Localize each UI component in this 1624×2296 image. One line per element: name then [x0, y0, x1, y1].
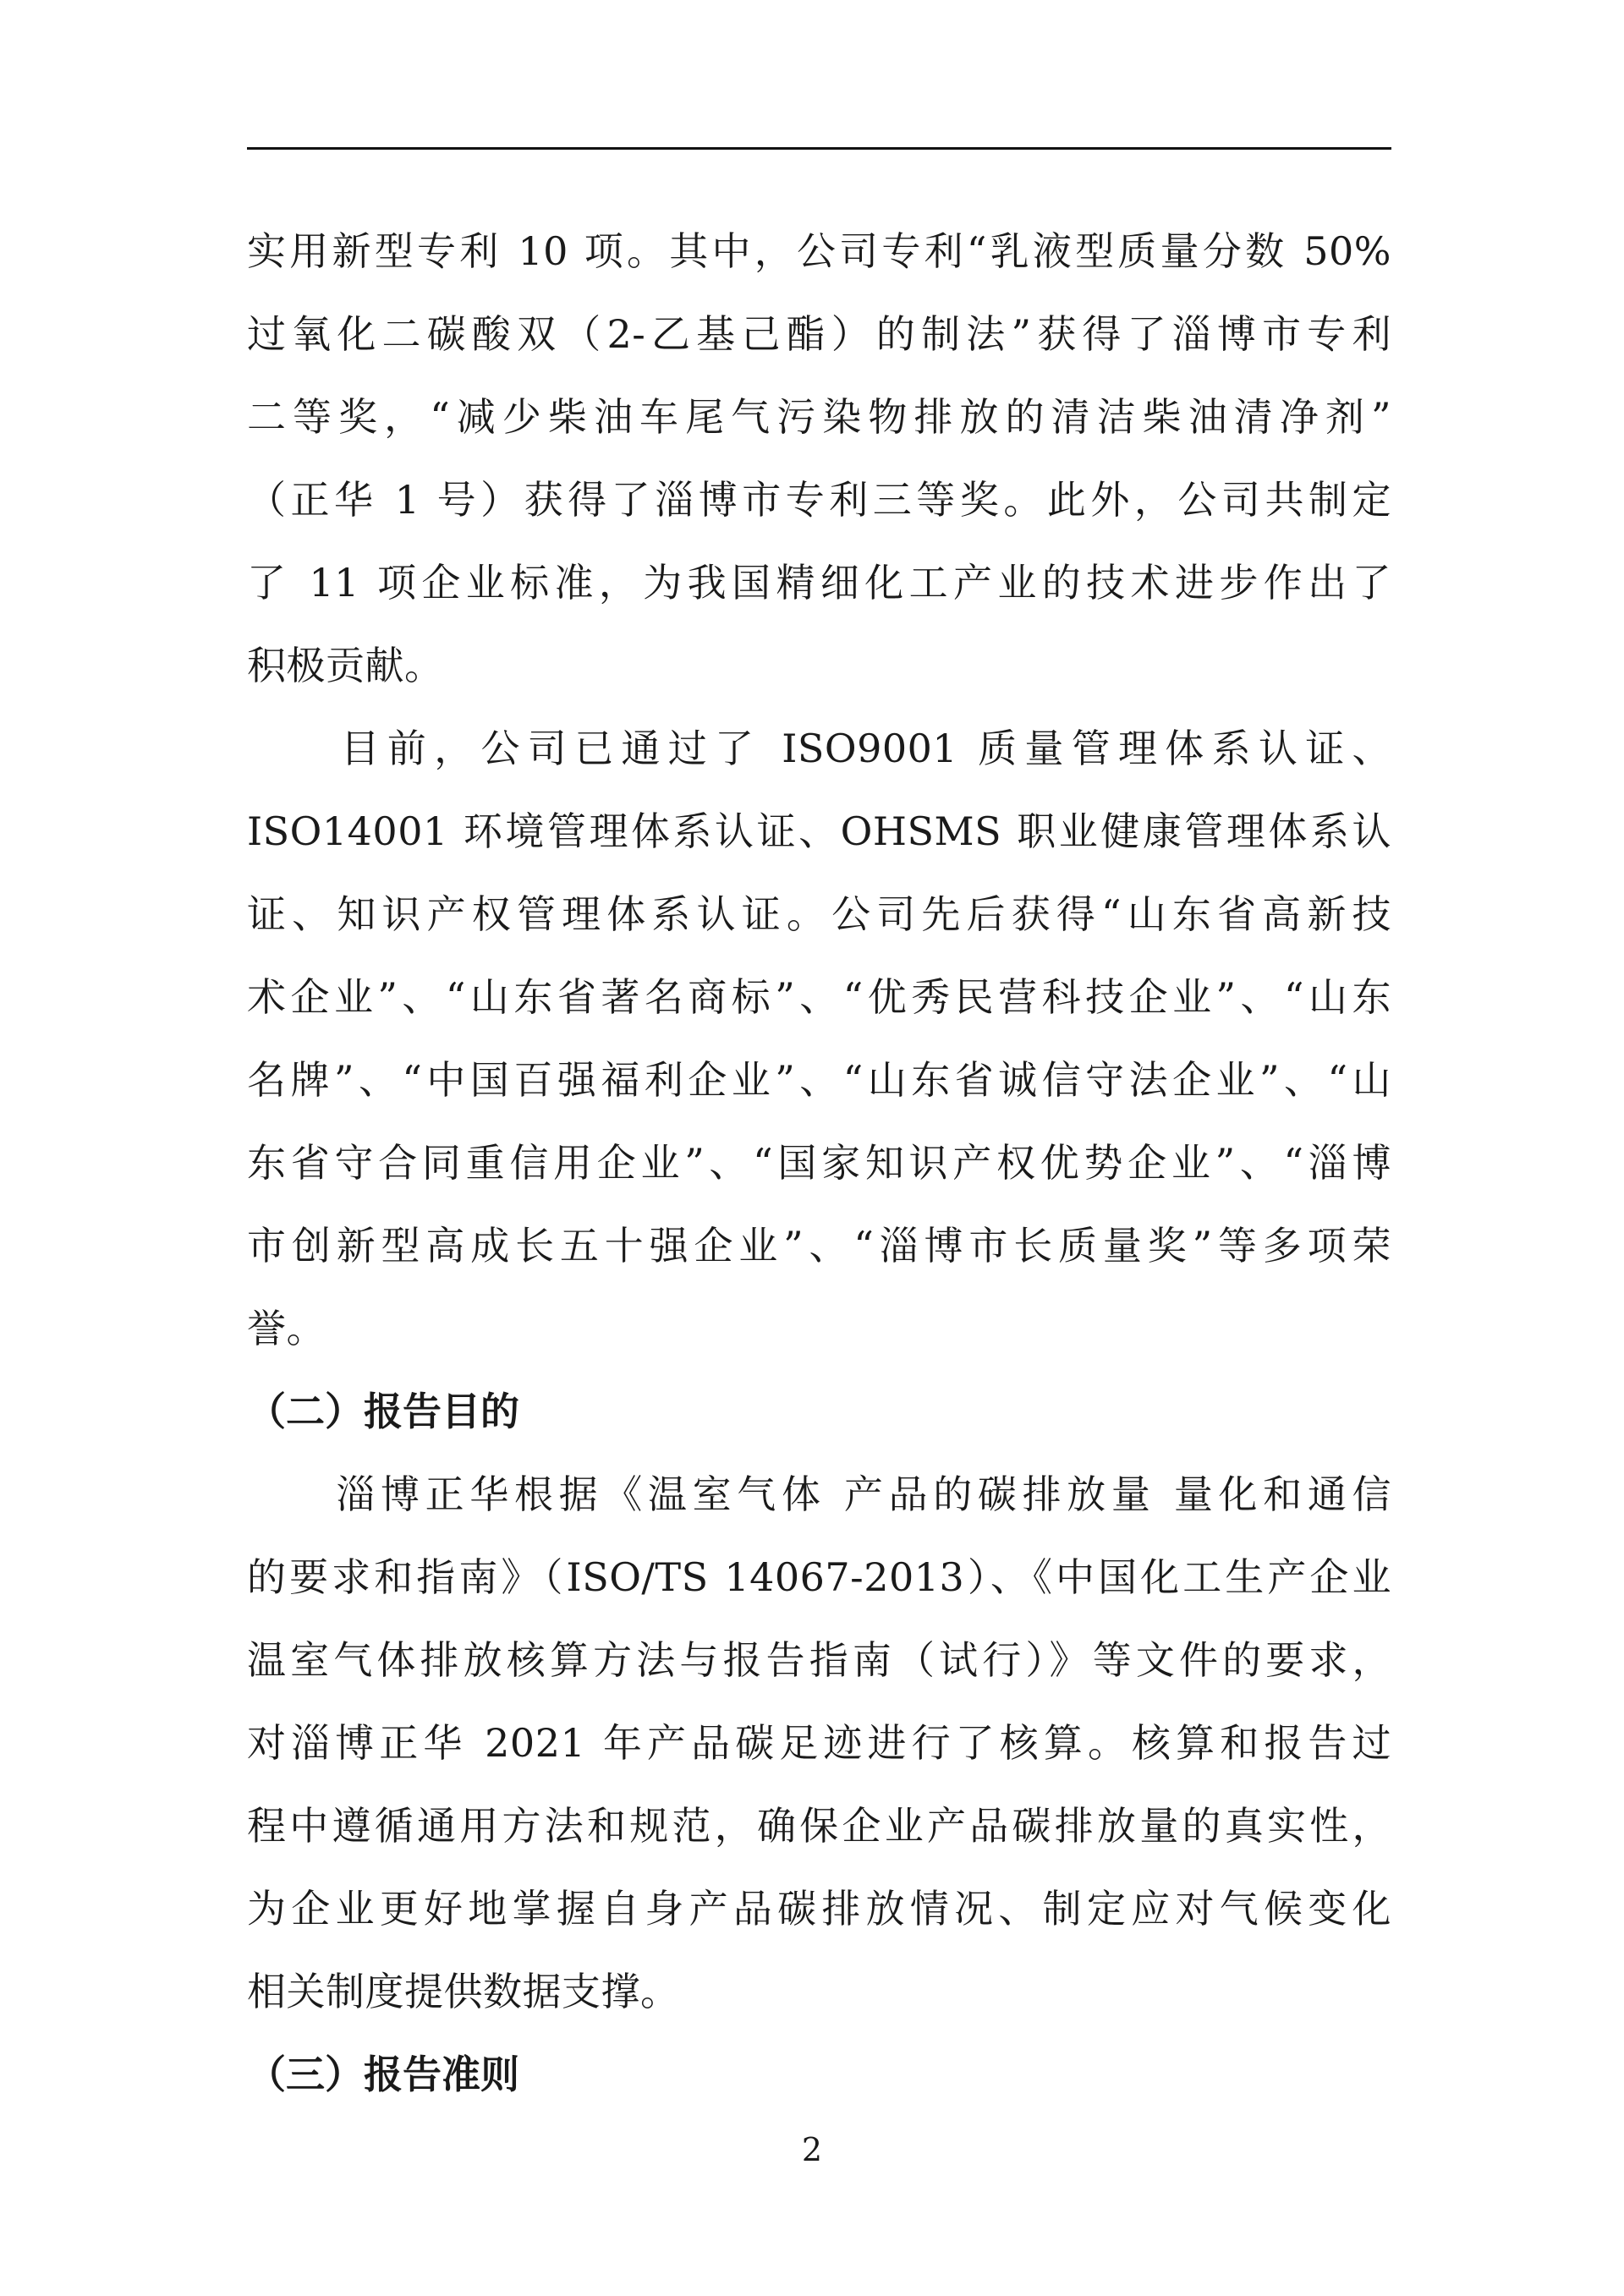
text-line: （正华 1 号）获得了淄博市专利三等奖。此外，公司共制定 [247, 477, 1391, 523]
document-body [247, 210, 1391, 2116]
text-line: 温室气体排放核算方法与报告指南（试行）》等文件的要求， [247, 1637, 1391, 1683]
text-line: 过氧化二碳酸双（2-乙基己酯）的制法”获得了淄博市专利 [247, 311, 1391, 357]
text-line: 东省守合同重信用企业”、“国家知识产权优势企业”、“淄博 [247, 1140, 1391, 1186]
header-rule [247, 147, 1391, 150]
text-line: 市创新型高成长五十强企业”、“淄博市长质量奖”等多项荣 [247, 1223, 1391, 1269]
section-heading-criteria: （三）报告准则 [247, 2052, 519, 2097]
text-line: 术企业”、“山东省著名商标”、“优秀民营科技企业”、“山东 [247, 974, 1391, 1020]
text-line: 为企业更好地掌握自身产品碳排放情况、制定应对气候变化 [247, 1886, 1391, 1932]
text-line: 目前，公司已通过了 ISO9001 质量管理体系认证、 [247, 726, 1391, 771]
text-line: 相关制度提供数据支撑。 [247, 1969, 680, 2014]
text-line: 二等奖，“减少柴油车尾气污染物排放的清洁柴油清净剂” [247, 394, 1391, 440]
text-line: 对淄博正华 2021 年产品碳足迹进行了核算。核算和报告过 [247, 1720, 1391, 1766]
text-line: 积极贡献。 [247, 643, 444, 688]
page-number: 2 [801, 2131, 823, 2168]
paragraph-certifications [247, 707, 1391, 1370]
paragraph-patents [247, 210, 1391, 707]
section-heading-purpose: （二）报告目的 [247, 1389, 519, 1434]
text-line: 名牌”、“中国百强福利企业”、“山东省诚信守法企业”、“山 [247, 1057, 1391, 1103]
text-line: 了 11 项企业标准，为我国精细化工产业的技术进步作出了 [247, 560, 1391, 606]
text-line: ISO14001 环境管理体系认证、OHSMS 职业健康管理体系认 [247, 808, 1391, 854]
text-line: 实用新型专利 10 项。其中，公司专利“乳液型质量分数 50% [247, 228, 1391, 274]
text-line: 誉。 [247, 1306, 326, 1351]
text-line: 淄博正华根据《温室气体 产品的碳排放量 量化和通信 [247, 1471, 1391, 1517]
paragraph-purpose [247, 1453, 1391, 2033]
text-line: 的要求和指南》（ISO/TS 14067-2013）、《中国化工生产企业 [247, 1554, 1391, 1600]
text-line: 证、知识产权管理体系认证。公司先后获得“山东省高新技 [247, 891, 1391, 937]
text-line: 程中遵循通用方法和规范，确保企业产品碳排放量的真实性， [247, 1803, 1391, 1849]
